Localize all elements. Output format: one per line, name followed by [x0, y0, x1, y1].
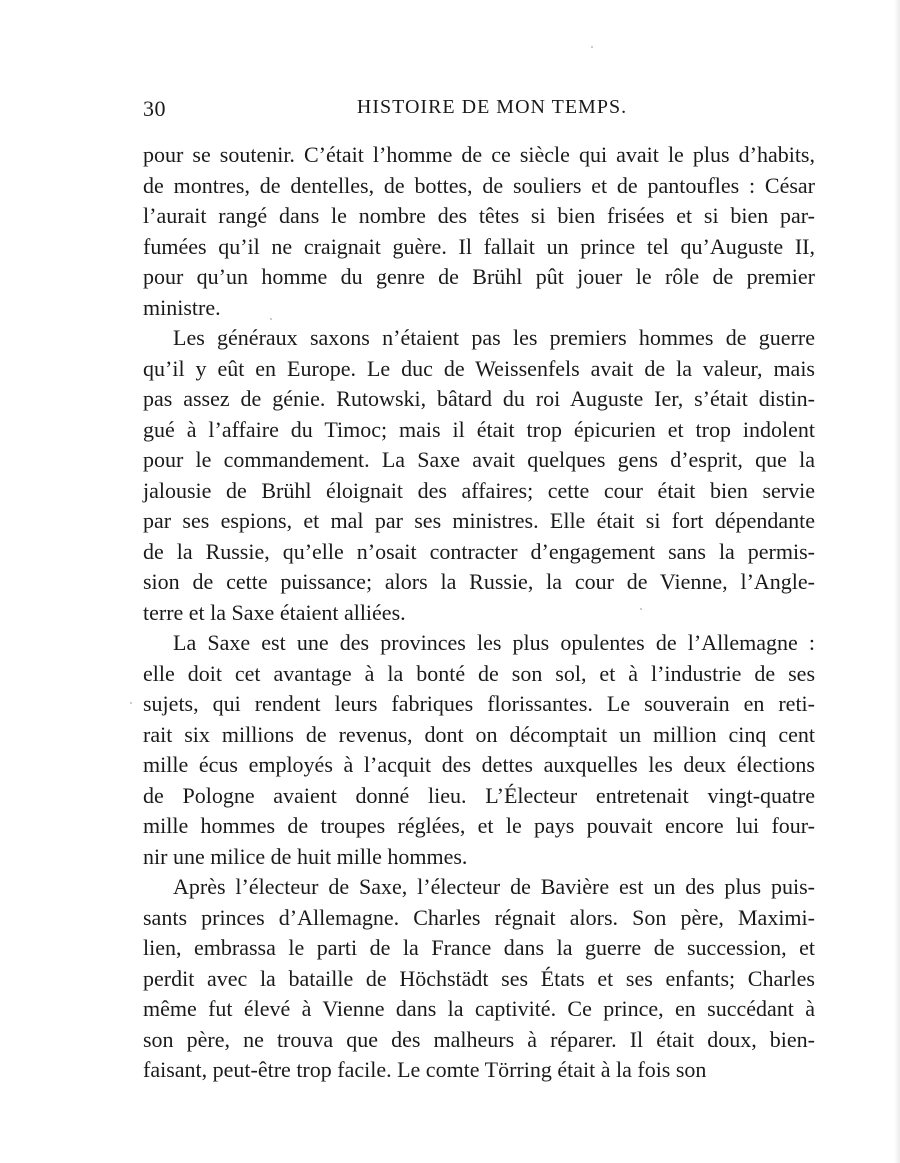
- body-text: [143, 140, 815, 1086]
- paragraph: [143, 872, 815, 1086]
- text-line: jalousie de Brühl éloignait des affaires; cette cour était bien servie: [143, 477, 815, 503]
- text-line: qu’il y eût en Europe. Le duc de Weissenfels avait de la valeur, mais: [143, 355, 815, 381]
- text-line: sujets, qui rendent leurs fabriques florissantes. Le souverain en reti-: [143, 691, 815, 716]
- text-line: mille hommes de troupes réglées, et le pays pouvait encore lui four-: [143, 813, 815, 838]
- text-line: pour qu’un homme du genre de Brühl pût jouer le rôle de premier: [143, 264, 815, 289]
- text-line: La Saxe est une des provinces les plus opulentes de l’Allemagne :: [173, 630, 815, 655]
- paragraph: [143, 323, 815, 628]
- running-title: HISTOIRE DE MON TEMPS.: [356, 96, 628, 118]
- text-line: pour se soutenir. C’était l’homme de ce siècle qui avait le plus d’habits,: [143, 142, 815, 167]
- text-line: Après l’électeur de Saxe, l’électeur de Bavière est un des plus puis-: [173, 874, 815, 899]
- paragraph: [143, 628, 815, 872]
- page-number: 30: [143, 96, 166, 121]
- text-line: son père, ne trouva que des malheurs à réparer. Il était doux, bien-: [143, 1026, 815, 1052]
- text-line: de la Russie, qu’elle n’osait contracter d’engagement sans la permis-: [143, 538, 815, 564]
- text-line: lien, embrassa le parti de la France dans la guerre de succession, et: [143, 935, 815, 960]
- text-line: perdit avec la bataille de Höchstädt ses États et ses enfants; Charles: [143, 965, 815, 991]
- text-line: pas assez de génie. Rutowski, bâtard du roi Auguste Ier, s’était distin-: [143, 386, 815, 411]
- running-head: [143, 96, 815, 128]
- text-line: nir une milice de huit mille hommes.: [143, 843, 468, 869]
- text-line: faisant, peut-être trop facile. Le comte Törring était à la fois son: [143, 1057, 707, 1082]
- text-line: Les généraux saxons n’étaient pas les premiers hommes de guerre: [173, 325, 815, 350]
- text-line: l’aurait rangé dans le nombre des têtes si bien frisées et si bien par-: [143, 203, 815, 228]
- text-line: de montres, de dentelles, de bottes, de souliers et de pantoufles : César: [143, 172, 815, 198]
- paper-speck: [130, 702, 132, 704]
- paragraph: [143, 140, 815, 323]
- text-line: sion de cette puissance; alors la Russie, la cour de Vienne, l’Angle-: [143, 569, 815, 594]
- text-line: par ses espions, et mal par ses ministres. Elle était si fort dépendante: [143, 508, 815, 533]
- text-line: sants princes d’Allemagne. Charles régnait alors. Son père, Maximi-: [143, 904, 815, 930]
- text-line: ministre.: [143, 294, 221, 320]
- text-line: mille écus employés à l’acquit des dettes auxquelles les deux élections: [143, 752, 815, 777]
- paper-speck: [270, 318, 272, 320]
- text-line: terre et la Saxe étaient alliées.: [143, 599, 406, 625]
- text-line: elle doit cet avantage à la bonté de son sol, et à l’industrie de ses: [143, 660, 815, 686]
- text-line: de Pologne avaient donné lieu. L’Électeur entretenait vingt-quatre: [143, 782, 815, 808]
- text-line: même fut élevé à Vienne dans la captivité. Ce prince, en succédant à: [143, 996, 815, 1021]
- text-line: fumées qu’il ne craignait guère. Il fallait un prince tel qu’Auguste II,: [143, 233, 815, 259]
- text-line: gué à l’affaire du Timoc; mais il était trop épicurien et trop indolent: [143, 416, 815, 442]
- text-line: pour le commandement. La Saxe avait quelques gens d’esprit, que la: [143, 447, 815, 472]
- page-edge-shadow: [894, 0, 900, 1163]
- text-line: rait six millions de revenus, dont on décomptait un million cinq cent: [143, 721, 815, 747]
- paper-speck: [591, 46, 593, 48]
- paper-speck: [640, 608, 642, 610]
